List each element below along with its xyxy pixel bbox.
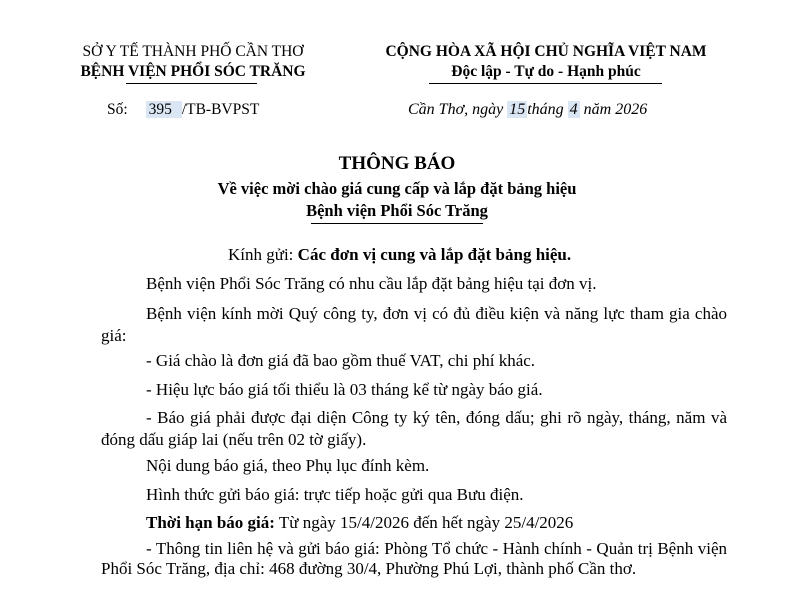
agency-name: SỞ Y TẾ THÀNH PHỐ CẦN THƠ [82,43,304,60]
document-number-value[interactable]: 395 [146,101,182,118]
hospital-name: BỆNH VIỆN PHỔI SÓC TRĂNG [80,63,306,80]
paragraph-validity: - Hiệu lực báo giá tối thiểu là 03 tháng kể từ ngày báo giá. [146,380,543,399]
recipient-name: Các đơn vị cung và lắp đặt bảng hiệu. [297,245,572,264]
paragraph-price-terms: - Giá chào là đơn giá đã bao gồm thuế VAT, chi phí khác. [146,351,536,370]
paragraph-signature-requirements: - Báo giá phải được đại diện Công ty ký tên, đóng dấu; ghi rõ ngày, tháng, năm và đóng dấu giáp lai (nếu trên 02 tờ giấy). [101,408,727,449]
subtitle-underline [311,223,483,224]
motto-underline [429,83,662,84]
date-month[interactable]: 4 [569,101,578,118]
recipient-label: Kính gửi: [228,245,294,264]
document-number-suffix: /TB-BVPST [181,101,260,118]
paragraph-submission-method: Hình thức gửi báo giá: trực tiếp hoặc gửi qua Bưu điện. [146,485,524,504]
deadline-label: Thời hạn báo giá: [146,513,275,532]
paragraph-invitation: Bệnh viện kính mời Quý công ty, đơn vị có đủ điều kiện và năng lực tham gia chào giá: [101,304,727,345]
paragraph-need: Bệnh viện Phổi Sóc Trăng có nhu cầu lắp đặt bảng hiệu tại đơn vị. [146,274,597,293]
document-number [107,100,259,120]
date-prefix: Cần Thơ, ngày [408,101,504,118]
date-line [408,100,647,120]
hospital-name-underline [126,83,257,84]
recipient-line [228,244,571,266]
document-subtitle-line1: Về việc mời chào giá cung cấp và lắp đặt bảng hiệu [217,179,577,198]
document-subtitle-line2: Bệnh viện Phổi Sóc Trăng [306,201,488,220]
document-number-prefix: Số: [107,101,128,118]
paragraph-content: Nội dung báo giá, theo Phụ lục đính kèm. [146,456,430,475]
date-month-label: tháng [527,101,564,118]
deadline-value: Từ ngày 15/4/2026 đến hết ngày 25/4/2026 [278,513,574,532]
national-title: CỘNG HÒA XÃ HỘI CHỦ NGHĨA VIỆT NAM [385,43,707,60]
date-year: năm 2026 [583,101,648,118]
paragraph-deadline [101,512,727,534]
paragraph-contact-info: - Thông tin liên hệ và gửi báo giá: Phòng Tổ chức - Hành chính - Quản trị Bệnh viện Phổi Sóc Trăng, địa chỉ: 468 đường 30/4, Phường Phú Lợi, thành phố Cần thơ. [101,539,727,578]
date-day[interactable]: 15 [509,101,526,118]
document-title: THÔNG BÁO [338,153,456,174]
national-motto: Độc lập - Tự do - Hạnh phúc [451,63,641,80]
